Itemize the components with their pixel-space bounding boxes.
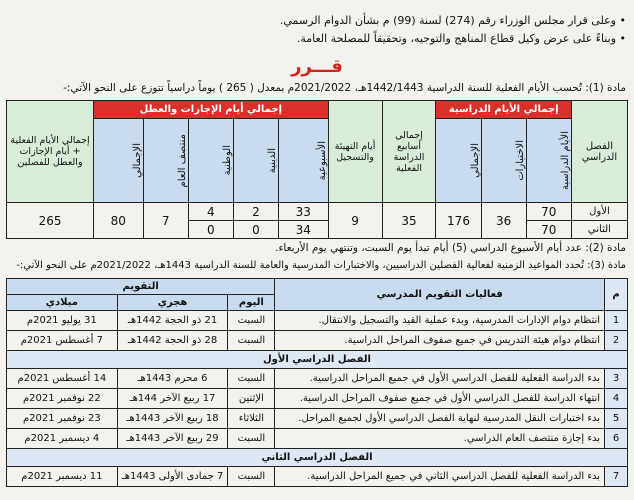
col-greg: ميلادي bbox=[7, 295, 118, 311]
prep-header: أيام التهيئة والتسجيل bbox=[328, 101, 382, 203]
row-hijri: 6 محرم 1443هـ bbox=[117, 369, 228, 389]
row-first-religious: 2 bbox=[233, 203, 278, 221]
row-first-weekly: 33 bbox=[279, 203, 329, 221]
tests-total: 36 bbox=[481, 203, 526, 239]
holidays-total: 80 bbox=[94, 203, 144, 239]
grand-header: إجمالي الأيام الفعلية + أيام الإجازات والعطل للفصلين bbox=[7, 101, 94, 203]
row-event: انتظام دوام هيئة التدريس في جميع صفوف المراحل الدراسية. bbox=[275, 331, 605, 351]
row-num: 1 bbox=[605, 311, 628, 331]
midyear-value: 7 bbox=[143, 203, 188, 239]
preamble-line-2: • وبناءً على عرض وكيل قطاع المناهج والتوجيه، وتحقيقاً للمصلحة العامة. bbox=[297, 32, 626, 45]
row-second-religious: 0 bbox=[233, 221, 278, 239]
row-greg: 4 ديسمبر 2021م bbox=[7, 429, 118, 449]
row-second-weekly: 34 bbox=[279, 221, 329, 239]
col-national: الوطنية bbox=[188, 119, 233, 203]
prep-value: 9 bbox=[328, 203, 382, 239]
row-event: بدء الدراسة الفعلية للفصل الدراسي الأول في جميع المراحل الدراسية. bbox=[275, 369, 605, 389]
table-row bbox=[7, 331, 628, 351]
row-num: 6 bbox=[605, 429, 628, 449]
row-num: 7 bbox=[605, 467, 628, 487]
col-num: م bbox=[605, 279, 628, 311]
col-tests: الاختبارات bbox=[481, 119, 526, 203]
row-day: الثلاثاء bbox=[228, 409, 275, 429]
study-days-header: إجمالي الأيام الدراسية bbox=[436, 101, 571, 119]
row-first-national: 4 bbox=[188, 203, 233, 221]
table-row bbox=[7, 311, 628, 331]
article-3: مادة (3): تُحدد المواعيد الزمنية لفعالية الفصلين الدراسيين، والاختبارات المدرسية والعامة للسنة الدراسية 1443هـ، 2021/2022م على النحو الآتي:- bbox=[16, 260, 626, 271]
article-2: مادة (2): عدد أيام الأسبوع الدراسي (5) أيام تبدأ يوم السبت، وتنتهي يوم الأربعاء. bbox=[275, 242, 626, 254]
weeks-header: إجمالي أسابيع الدراسة الفعلية bbox=[382, 101, 436, 203]
semester-header: الفصل الدراسي bbox=[571, 101, 627, 203]
section-first-semester: الفصل الدراسي الأول bbox=[7, 351, 628, 369]
row-day: السبت bbox=[228, 429, 275, 449]
row-hijri: 18 ربيع الآخر 1443هـ bbox=[117, 409, 228, 429]
row-greg: 31 يوليو 2021م bbox=[7, 311, 118, 331]
row-greg: 22 نوفمبر 2021م bbox=[7, 389, 118, 409]
row-event: بدء الدراسة الفعلية للفصل الدراسي الثاني في جميع المراحل الدراسية. bbox=[275, 467, 605, 487]
col-study-total: الإجمالي bbox=[436, 119, 481, 203]
row-day: السبت bbox=[228, 369, 275, 389]
row-day: الإثنين bbox=[228, 389, 275, 409]
row-greg: 14 أغسطس 2021م bbox=[7, 369, 118, 389]
row-event: انتهاء الدراسة للفصل الدراسي الأول في جميع صفوف المراحل الدراسية. bbox=[275, 389, 605, 409]
row-num: 4 bbox=[605, 389, 628, 409]
row-event: انتظام دوام الإدارات المدرسية، وبدء عملية القيد والتسجيل والانتقال. bbox=[275, 311, 605, 331]
holidays-header: إجمالي أيام الإجازات والعطل bbox=[94, 101, 329, 119]
row-greg: 7 أغسطس 2021م bbox=[7, 331, 118, 351]
weeks-value: 35 bbox=[382, 203, 436, 239]
row-day: السبت bbox=[228, 311, 275, 331]
row-day: السبت bbox=[228, 331, 275, 351]
col-weekly: الأسبوعية bbox=[279, 119, 329, 203]
col-hijri: هجري bbox=[117, 295, 228, 311]
row-first-study: 70 bbox=[526, 203, 571, 221]
table-row bbox=[7, 467, 628, 487]
row-hijri: 21 ذو الحجة 1442هـ bbox=[117, 311, 228, 331]
grand-total: 265 bbox=[7, 203, 94, 239]
calendar-table bbox=[6, 278, 628, 487]
table-row bbox=[7, 409, 628, 429]
row-hijri: 7 جمادى الأولى 1443هـ bbox=[117, 467, 228, 487]
article-1: مادة (1): تُحسب الأيام الفعلية للسنة الدراسية 1442/1443هـ، 2021/2022م بمعدل ( 265 ) يوماً دراسياً تتوزع على النحو الآتي:- bbox=[63, 82, 626, 94]
col-events: فعاليات التقويم المدرسي bbox=[275, 279, 605, 311]
study-total: 176 bbox=[436, 203, 481, 239]
row-first-name: الأول bbox=[571, 203, 627, 221]
row-second-name: الثاني bbox=[571, 221, 627, 239]
row-second-study: 70 bbox=[526, 221, 571, 239]
row-num: 3 bbox=[605, 369, 628, 389]
decree-heading: قـــرر bbox=[291, 56, 343, 77]
row-greg: 23 نوفمبر 2021م bbox=[7, 409, 118, 429]
section-second-semester: الفصل الدراسي الثاني bbox=[7, 449, 628, 467]
table-row bbox=[7, 429, 628, 449]
row-hijri: 29 ربيع الآخر 1443هـ bbox=[117, 429, 228, 449]
row-hijri: 17 ربيع الآخر 144هـ bbox=[117, 389, 228, 409]
table-row bbox=[7, 369, 628, 389]
col-calendar: التقويم bbox=[7, 279, 275, 295]
row-day: السبت bbox=[228, 467, 275, 487]
col-religious: الدينية bbox=[233, 119, 278, 203]
row-hijri: 28 ذو الحجة 1442هـ bbox=[117, 331, 228, 351]
col-holiday-total: الإجمالي bbox=[94, 119, 144, 203]
col-study-days: الأيام الدراسية bbox=[526, 119, 571, 203]
preamble-line-1: • وعلى قرار مجلس الوزراء رقم (274) لسنة (99) م بشأن الدوام الرسمي. bbox=[280, 14, 626, 27]
row-num: 5 bbox=[605, 409, 628, 429]
row-event: بدء اختبارات النقل المدرسية لنهاية الفصل الدراسي الأول لجميع المراحل. bbox=[275, 409, 605, 429]
table-row bbox=[7, 389, 628, 409]
row-num: 2 bbox=[605, 331, 628, 351]
row-greg: 11 ديسمبر 2021م bbox=[7, 467, 118, 487]
days-table bbox=[6, 100, 628, 239]
row-event: بدء إجازة منتصف العام الدراسي. bbox=[275, 429, 605, 449]
row-second-national: 0 bbox=[188, 221, 233, 239]
col-midyear: منتصف العام bbox=[143, 119, 188, 203]
col-day: اليوم bbox=[228, 295, 275, 311]
